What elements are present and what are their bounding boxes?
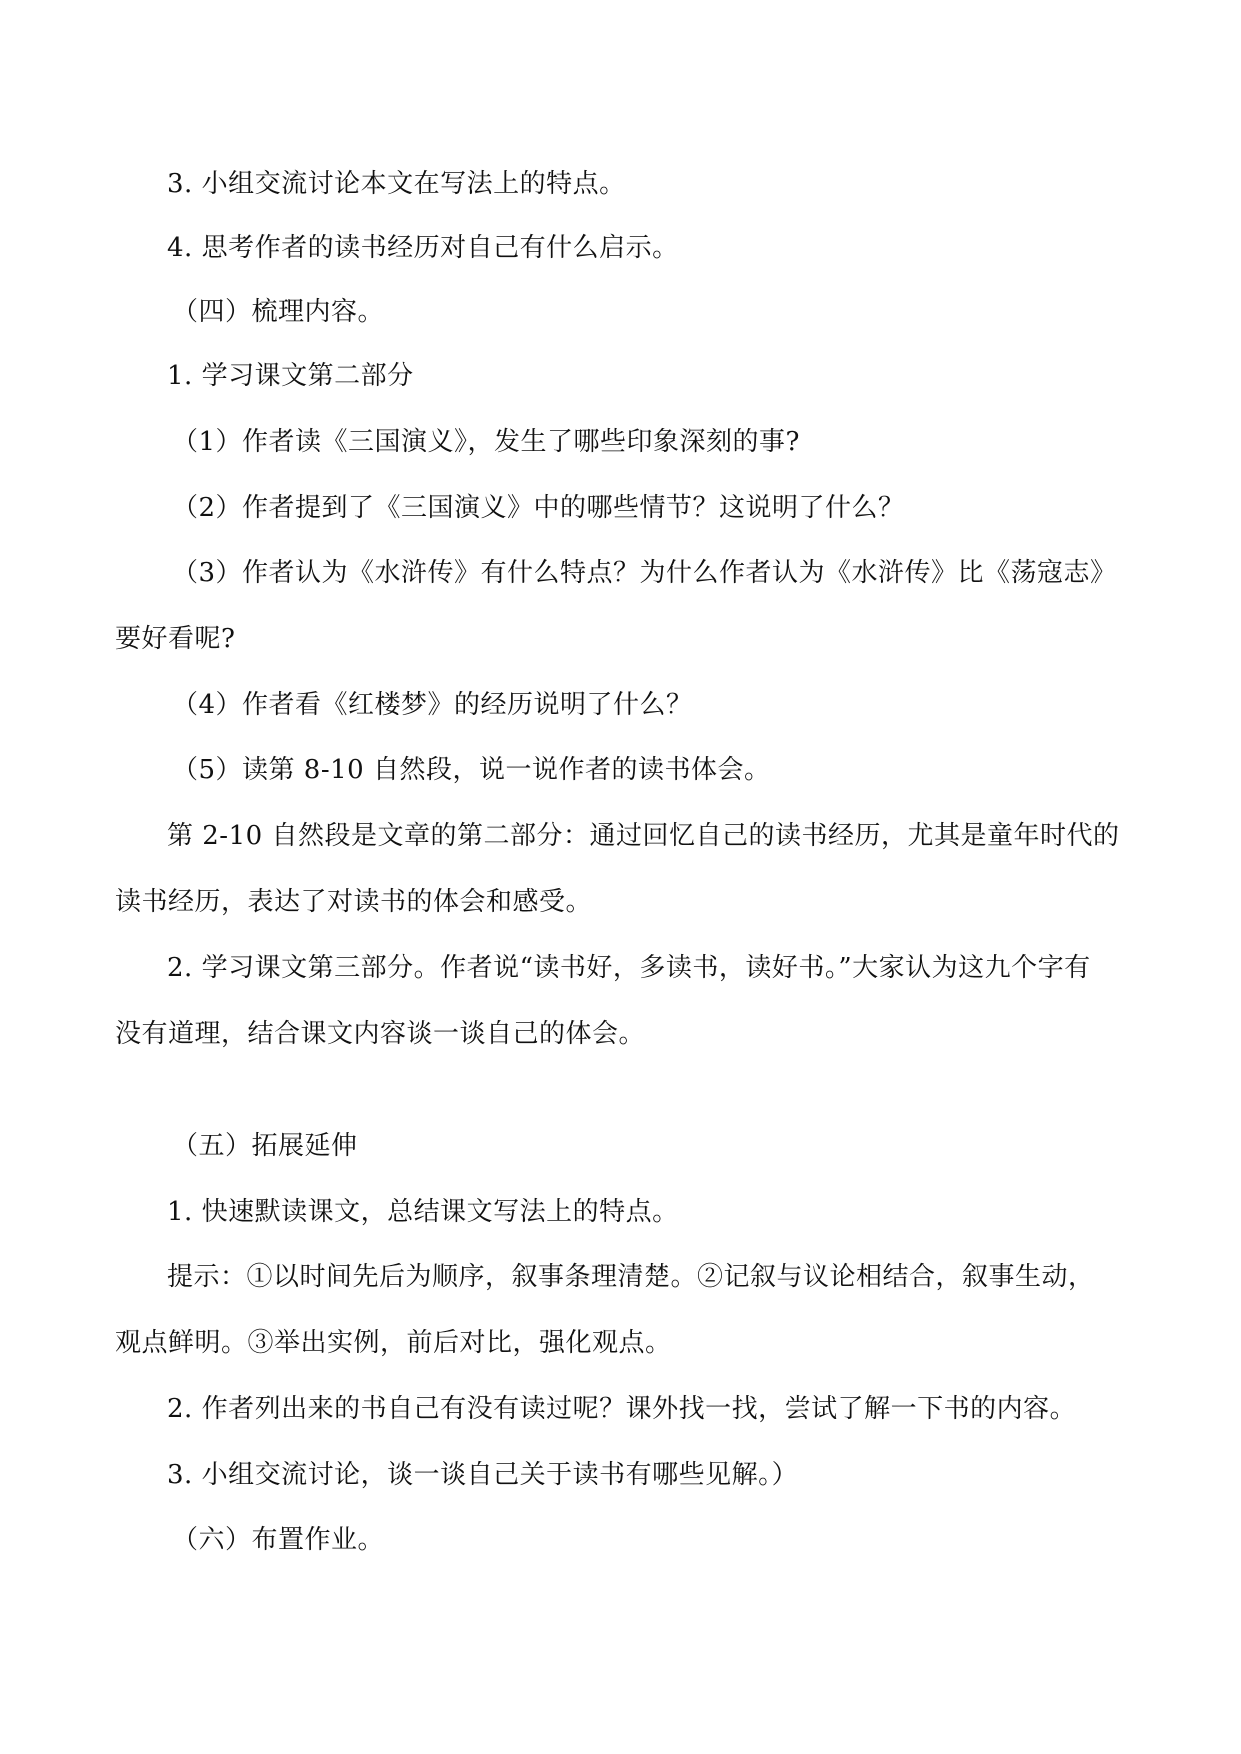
question-line: （5）读第 8-10 自然段，说一说作者的读书体会。 (172, 755, 771, 785)
paragraph-line: 2. 作者列出来的书自己有没有读过呢？课外找一找，尝试了解一下书的内容。 (167, 1394, 1077, 1424)
hint-line: 提示：①以时间先后为顺序，叙事条理清楚。②记叙与议论相结合，叙事生动， (167, 1262, 1095, 1292)
paragraph-line-continued: 读书经历，表达了对读书的体会和感受。 (115, 887, 593, 917)
question-line: （2）作者提到了《三国演义》中的哪些情节？这说明了什么？ (172, 493, 905, 523)
section-heading: （四）梳理内容。 (172, 297, 385, 327)
paragraph-line: 2. 学习课文第三部分。作者说“读书好，多读书，读好书。”大家认为这九个字有 (167, 953, 1091, 983)
question-line: （1）作者读《三国演义》，发生了哪些印象深刻的事? (172, 427, 800, 457)
paragraph-line: 4. 思考作者的读书经历对自己有什么启示。 (167, 233, 679, 263)
question-line-continued: 要好看呢? (115, 624, 236, 654)
hint-line-continued: 观点鲜明。③举出实例，前后对比，强化观点。 (115, 1328, 672, 1358)
paragraph-line-continued: 没有道理，结合课文内容谈一谈自己的体会。 (115, 1019, 646, 1049)
section-heading: （五）拓展延伸 (172, 1131, 358, 1161)
paragraph-line: 第 2-10 自然段是文章的第二部分：通过回忆自己的读书经历，尤其是童年时代的 (167, 821, 1120, 851)
question-line: （4）作者看《红楼梦》的经历说明了什么？ (172, 690, 693, 720)
section-heading: （六）布置作业。 (172, 1525, 385, 1555)
paragraph-line: 3. 小组交流讨论，谈一谈自己关于读书有哪些见解。） (167, 1460, 799, 1490)
paragraph-line: 1. 学习课文第二部分 (167, 361, 414, 391)
paragraph-line: 3. 小组交流讨论本文在写法上的特点。 (167, 169, 626, 199)
paragraph-line: 1. 快速默读课文，总结课文写法上的特点。 (167, 1197, 679, 1227)
question-line: （3）作者认为《水浒传》有什么特点？为什么作者认为《水浒传》比《荡寇志》 (172, 558, 1117, 588)
